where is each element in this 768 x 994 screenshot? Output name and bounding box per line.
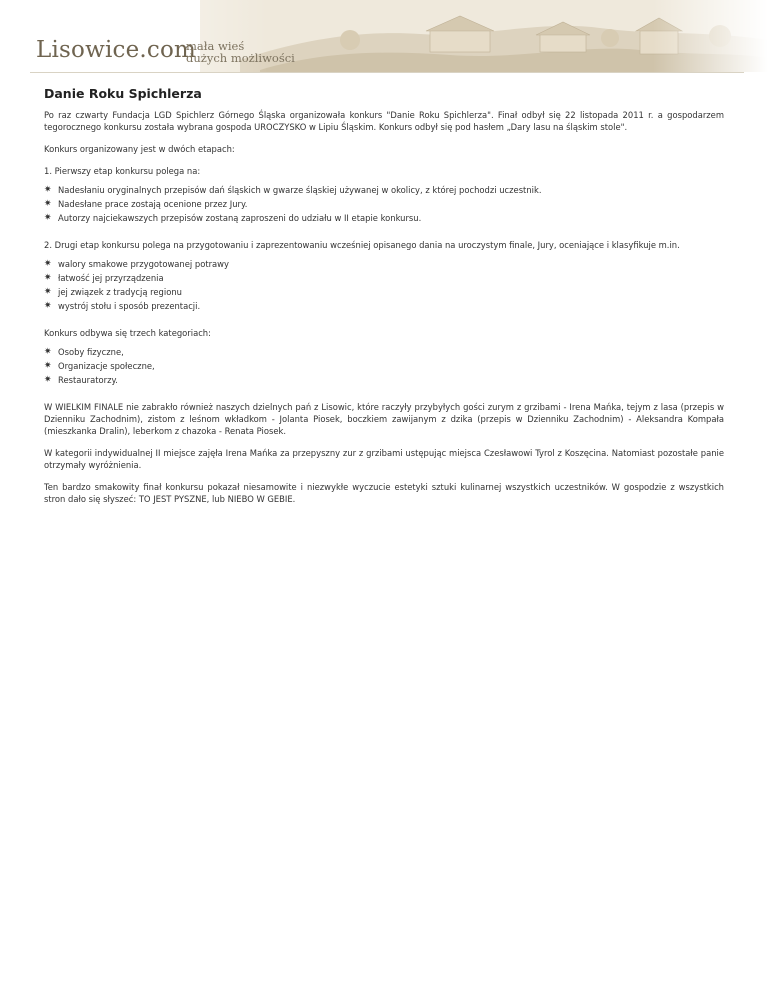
list-item-text: Autorzy najciekawszych przepisów zostaną zaproszeni do udziału w II etapie konkursu.: [58, 213, 422, 223]
list-item-text: Nadesłane prace zostają ocenione przez Jury.: [58, 199, 248, 209]
star-bullet-icon: ✷: [44, 273, 52, 283]
list-item: [44, 211, 724, 225]
closing-paragraph: Ten bardzo smakowity finał konkursu pokazał niesamowite i niezwykłe wyczucie estetyki sztuki kulinarnej wszystkich uczestników. W gospodzie z wszystkich stron dało się słyszeć: TO JEST PYSZNE, lub NIEBO W GEBIE.: [44, 482, 724, 504]
list-item: [44, 299, 724, 313]
list-item: [44, 197, 724, 211]
star-bullet-icon: ✷: [44, 259, 52, 269]
star-bullet-icon: ✷: [44, 185, 52, 195]
stage2-list: [44, 257, 724, 313]
article-content: [44, 86, 724, 515]
star-bullet-icon: ✷: [44, 213, 52, 223]
stages-intro: Konkurs organizowany jest w dwóch etapach:: [44, 144, 235, 154]
list-item-text: łatwość jej przyrządzenia: [58, 273, 164, 283]
individual-category-paragraph: W kategorii indywidualnej II miejsce zajęła Irena Mańka za przepyszny zur z grzibami ustępując miejsca Czesławowi Tyrol z Koszęcina. Natomiast pozostałe panie otrzymały wyróżnienia.: [44, 448, 724, 470]
list-item: [44, 271, 724, 285]
stage1-list: [44, 183, 724, 225]
finale-paragraph: W WIELKIM FINALE nie zabrakło również naszych dzielnych pań z Lisowic, które raczyły przybyłych gości zurym z grzibami - Irena Mańka, tejym z lasa (przepis w Dzienniku Zachodnim), zistom z leśnom wkładkom - Jolanta Piosek, boczkiem zawijanym z dzika (przepis w Dzienniku Zachodnim) - Aleksandra Kompała (mieszkanka Dralin), leberkom z chazoka - Renata Piosek.: [44, 402, 724, 436]
star-bullet-icon: ✷: [44, 287, 52, 297]
list-item-text: jej związek z tradycją regionu: [58, 287, 182, 297]
star-bullet-icon: ✷: [44, 199, 52, 209]
stage2-title: 2. Drugi etap konkursu polega na przygotowaniu i zaprezentowaniu wcześniej opisanego dania na uroczystym finale, Jury, oceniające i klasyfikuje m.in.: [44, 240, 680, 250]
header-divider: [30, 72, 744, 73]
list-item: [44, 183, 724, 197]
list-item: [44, 285, 724, 299]
star-bullet-icon: ✷: [44, 301, 52, 311]
categories-list: [44, 345, 724, 387]
intro-paragraph: Po raz czwarty Fundacja LGD Spichlerz Górnego Śląska organizowała konkurs "Danie Roku Spichlerza". Finał odbył się 22 listopada 2011 r. a gospodarzem tegorocznego konkursu została wybrana gospoda UROCZYSKO w Lipiu Śląskim. Konkurs odbył się pod hasłem „Dary lasu na śląskim stole".: [44, 110, 724, 132]
list-item: [44, 257, 724, 271]
list-item: [44, 345, 724, 359]
site-tagline: [186, 40, 295, 64]
list-item-text: wystrój stołu i sposób prezentacji.: [58, 301, 201, 311]
stage1-title: 1. Pierwszy etap konkursu polega na:: [44, 166, 201, 176]
article-title: Danie Roku Spichlerza: [44, 86, 202, 101]
list-item-text: Restauratorzy.: [58, 375, 118, 385]
list-item-text: walory smakowe przygotowanej potrawy: [58, 259, 229, 269]
tagline-line-1: mała wieś: [186, 39, 245, 53]
list-item: [44, 359, 724, 373]
list-item-text: Organizacje społeczne,: [58, 361, 155, 371]
tagline-line-2: dużych możliwości: [186, 51, 295, 65]
list-item-text: Nadesłaniu oryginalnych przepisów dań śląskich w gwarze śląskiej używanej w okolicy, z której pochodzi uczestnik.: [58, 185, 542, 195]
list-item: [44, 373, 724, 387]
star-bullet-icon: ✷: [44, 347, 52, 357]
site-header: [0, 0, 768, 75]
list-item-text: Osoby fizyczne,: [58, 347, 124, 357]
categories-title: Konkurs odbywa się trzech kategoriach:: [44, 328, 211, 338]
site-logo[interactable]: Lisowice.com: [36, 37, 197, 63]
star-bullet-icon: ✷: [44, 361, 52, 371]
star-bullet-icon: ✷: [44, 375, 52, 385]
